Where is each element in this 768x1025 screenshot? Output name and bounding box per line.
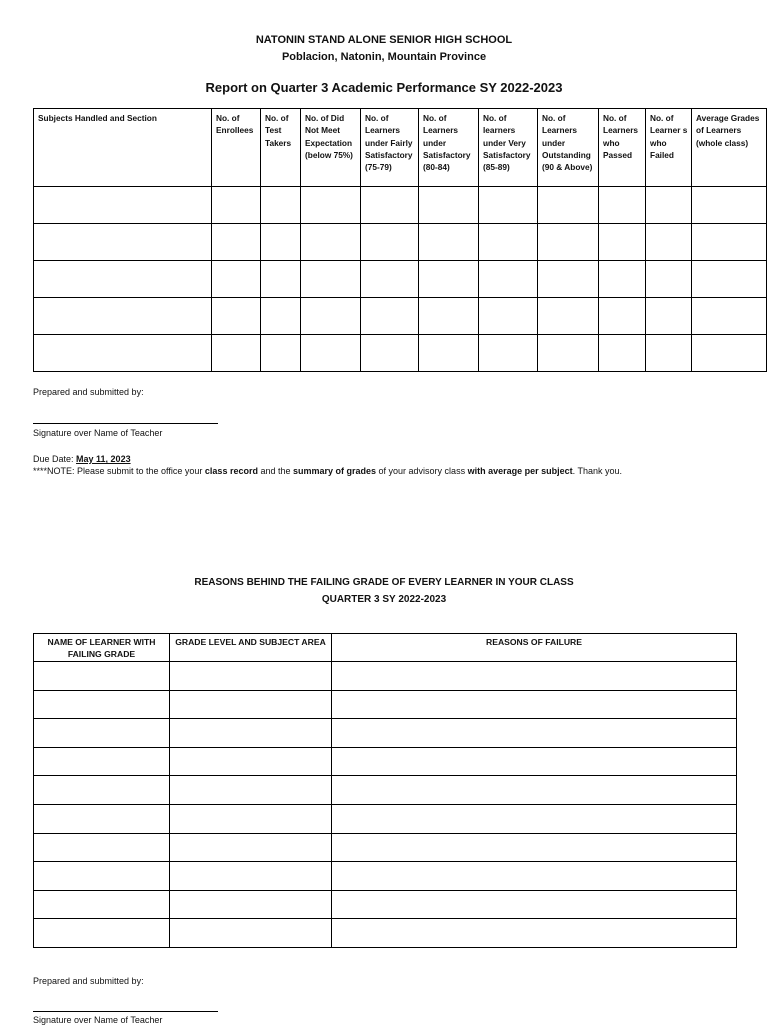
failing-cell[interactable]	[170, 662, 332, 691]
failing-cell[interactable]	[332, 890, 737, 919]
performance-cell[interactable]	[599, 261, 646, 298]
performance-cell[interactable]	[419, 261, 479, 298]
performance-cell[interactable]	[34, 187, 212, 224]
performance-row	[34, 187, 767, 224]
performance-cell[interactable]	[301, 224, 361, 261]
performance-cell[interactable]	[646, 335, 692, 372]
performance-header-row	[34, 109, 767, 187]
performance-cell[interactable]	[361, 261, 419, 298]
performance-row	[34, 224, 767, 261]
school-address: Poblacion, Natonin, Mountain Province	[281, 51, 487, 63]
performance-cell[interactable]	[34, 335, 212, 372]
failing-cell[interactable]	[34, 690, 170, 719]
failing-cell[interactable]	[34, 719, 170, 748]
performance-column-header: No. of Learners under Satisfactory (80-84)	[419, 109, 479, 187]
performance-cell[interactable]	[538, 298, 599, 335]
signature-line	[33, 423, 218, 424]
performance-cell[interactable]	[692, 298, 767, 335]
performance-cell[interactable]	[301, 261, 361, 298]
performance-cell[interactable]	[538, 335, 599, 372]
performance-column-header: No. of Enrollees	[212, 109, 261, 187]
failing-cell[interactable]	[170, 747, 332, 776]
failing-cell[interactable]	[34, 662, 170, 691]
failing-cell[interactable]	[332, 833, 737, 862]
failing-cell[interactable]	[332, 919, 737, 948]
failing-cell[interactable]	[34, 776, 170, 805]
failing-row	[34, 862, 737, 891]
performance-cell[interactable]	[34, 298, 212, 335]
performance-column-header: No. of Learners who Passed	[599, 109, 646, 187]
failing-cell[interactable]	[34, 804, 170, 833]
signature-label: Signature over Name of Teacher	[33, 428, 163, 438]
due-date-line	[33, 454, 131, 464]
performance-column-header: No. of Did Not Meet Expectation (below 75%)	[301, 109, 361, 187]
performance-cell[interactable]	[646, 298, 692, 335]
performance-cell[interactable]	[692, 261, 767, 298]
performance-cell[interactable]	[479, 298, 538, 335]
performance-cell[interactable]	[692, 187, 767, 224]
performance-cell[interactable]	[361, 187, 419, 224]
failing-section-title: REASONS BEHIND THE FAILING GRADE OF EVERY LEARNER IN YOUR CLASS	[194, 577, 574, 588]
performance-cell[interactable]	[479, 224, 538, 261]
performance-cell[interactable]	[646, 224, 692, 261]
performance-cell[interactable]	[361, 335, 419, 372]
performance-cell[interactable]	[361, 298, 419, 335]
note-summary: summary of grades	[293, 466, 377, 476]
performance-cell[interactable]	[538, 187, 599, 224]
failing-body	[34, 662, 737, 948]
failing-cell[interactable]	[170, 919, 332, 948]
due-label: Due Date:	[33, 454, 77, 464]
performance-cell[interactable]	[419, 335, 479, 372]
performance-cell[interactable]	[599, 187, 646, 224]
performance-column-header: No. of Learners under Outstanding (90 & Above)	[538, 109, 599, 187]
performance-column-header: Average Grades of Learners (whole class)	[692, 109, 767, 187]
performance-cell[interactable]	[261, 187, 301, 224]
performance-body	[34, 187, 767, 372]
failing-row	[34, 662, 737, 691]
failing-cell[interactable]	[332, 804, 737, 833]
failing-cell[interactable]	[332, 662, 737, 691]
performance-cell[interactable]	[479, 335, 538, 372]
performance-cell[interactable]	[301, 335, 361, 372]
note-mid2: of your advisory class	[376, 466, 468, 476]
failing-cell[interactable]	[332, 719, 737, 748]
failing-cell[interactable]	[34, 919, 170, 948]
performance-cell[interactable]	[301, 298, 361, 335]
note-mid1: and the	[257, 466, 293, 476]
performance-cell[interactable]	[261, 224, 301, 261]
performance-column-header: No. of Learner s who Failed	[646, 109, 692, 187]
submission-note	[33, 466, 768, 476]
performance-cell[interactable]	[212, 187, 261, 224]
performance-row	[34, 261, 767, 298]
prepared-label-2: Prepared and submitted by:	[33, 976, 144, 986]
note-prefix: ****NOTE: Please submit to the office your	[33, 466, 205, 476]
performance-cell[interactable]	[479, 187, 538, 224]
note-average: with average per subject	[467, 466, 573, 476]
prepared-label: Prepared and submitted by:	[33, 387, 144, 397]
performance-cell[interactable]	[261, 298, 301, 335]
failing-header-row	[34, 634, 737, 662]
failing-row	[34, 833, 737, 862]
performance-cell[interactable]	[599, 224, 646, 261]
failing-table	[33, 633, 737, 948]
failing-cell[interactable]	[170, 890, 332, 919]
failing-section-subtitle: QUARTER 3 SY 2022-2023	[321, 594, 447, 605]
failing-row	[34, 719, 737, 748]
failing-cell[interactable]	[332, 862, 737, 891]
failing-cell[interactable]	[170, 776, 332, 805]
performance-row	[34, 298, 767, 335]
note-class-record: class record	[204, 466, 258, 476]
performance-cell[interactable]	[261, 261, 301, 298]
failing-cell[interactable]	[170, 690, 332, 719]
performance-cell[interactable]	[212, 224, 261, 261]
performance-cell[interactable]	[646, 187, 692, 224]
performance-cell[interactable]	[212, 335, 261, 372]
performance-cell[interactable]	[599, 298, 646, 335]
performance-cell[interactable]	[419, 298, 479, 335]
failing-cell[interactable]	[34, 862, 170, 891]
performance-cell[interactable]	[34, 261, 212, 298]
failing-row	[34, 804, 737, 833]
failing-cell[interactable]	[170, 804, 332, 833]
performance-cell[interactable]	[261, 335, 301, 372]
failing-cell[interactable]	[170, 719, 332, 748]
failing-cell[interactable]	[170, 833, 332, 862]
failing-cell[interactable]	[170, 862, 332, 891]
performance-cell[interactable]	[692, 224, 767, 261]
performance-column-header: No. of Learners under Fairly Satisfactory (75-79)	[361, 109, 419, 187]
performance-cell[interactable]	[692, 335, 767, 372]
school-name: NATONIN STAND ALONE SENIOR HIGH SCHOOL	[255, 34, 513, 46]
performance-cell[interactable]	[212, 298, 261, 335]
failing-row	[34, 919, 737, 948]
performance-cell[interactable]	[479, 261, 538, 298]
failing-row	[34, 776, 737, 805]
failing-cell[interactable]	[332, 776, 737, 805]
performance-cell[interactable]	[361, 224, 419, 261]
performance-cell[interactable]	[419, 224, 479, 261]
failing-column-header: GRADE LEVEL AND SUBJECT AREA	[170, 634, 332, 662]
performance-cell[interactable]	[538, 224, 599, 261]
failing-row	[34, 890, 737, 919]
performance-row	[34, 335, 767, 372]
performance-cell[interactable]	[538, 261, 599, 298]
signature-label-2: Signature over Name of Teacher	[33, 1015, 163, 1025]
performance-cell[interactable]	[34, 224, 212, 261]
due-date: May 11, 2023	[76, 454, 131, 464]
performance-cell[interactable]	[212, 261, 261, 298]
performance-table	[33, 108, 767, 372]
performance-cell[interactable]	[301, 187, 361, 224]
failing-column-header: REASONS OF FAILURE	[332, 634, 737, 662]
failing-cell[interactable]	[332, 690, 737, 719]
signature-line-2	[33, 1011, 218, 1012]
report-title: Report on Quarter 3 Academic Performance SY 2022-2023	[205, 80, 563, 95]
performance-column-header: Subjects Handled and Section	[34, 109, 212, 187]
failing-column-header: NAME OF LEARNER WITH FAILING GRADE	[34, 634, 170, 662]
failing-row	[34, 690, 737, 719]
performance-cell[interactable]	[419, 187, 479, 224]
note-end: . Thank you.	[572, 466, 622, 476]
performance-cell[interactable]	[646, 261, 692, 298]
failing-cell[interactable]	[332, 747, 737, 776]
failing-cell[interactable]	[34, 833, 170, 862]
failing-cell[interactable]	[34, 747, 170, 776]
failing-cell[interactable]	[34, 890, 170, 919]
failing-row	[34, 747, 737, 776]
performance-column-header: No. of learners under Very Satisfactory (85-89)	[479, 109, 538, 187]
performance-cell[interactable]	[599, 335, 646, 372]
performance-column-header: No. of Test Takers	[261, 109, 301, 187]
